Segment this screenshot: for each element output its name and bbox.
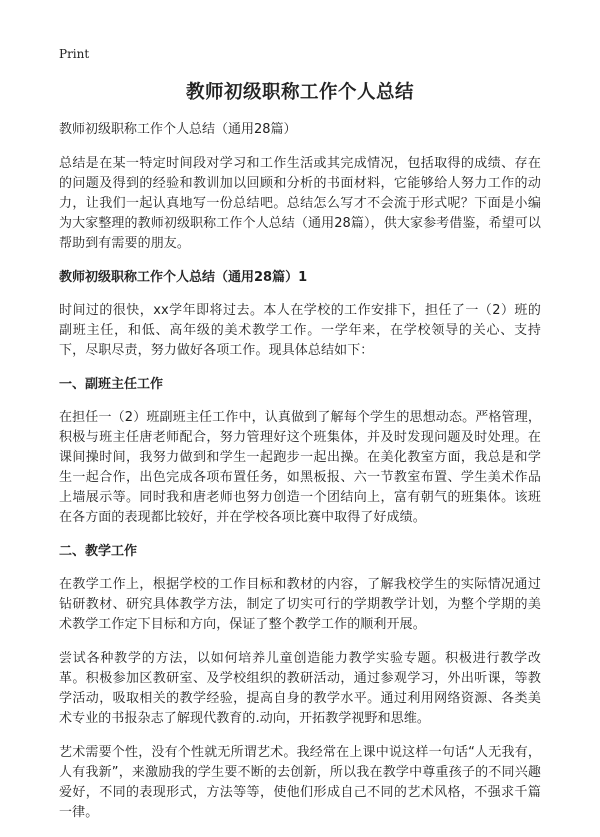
section-heading-teaching: 二、教学工作	[59, 544, 138, 559]
section-heading-head-teacher: 一、副班主任工作	[59, 377, 164, 392]
print-link[interactable]: Print	[59, 47, 90, 61]
intro-paragraph: 总结是在某一特定时间段对学习和工作生活或其完成情况，包括取得的成绩、存在的问题及得到的经验和教训加以回顾和分析的书面材料，它能够给人努力工作的动力，让我们一起认真地写一份总结吧。总结怎么写才不会流于形式呢？下面是小编为大家整理的教师初级职称工作个人总结（通用28篇），供大家参考借鉴，希望可以帮助到有需要的朋友。	[59, 156, 541, 251]
section-paragraph-art-individuality: 艺术需要个性，没有个性就无所谓艺术。我经常在上课中说这样一句话“人无我有，人有我新”，来激励我的学生要不断的去创新，所以我在教学中尊重孩子的不同兴趣爱好，不同的表现形式，方法等等，使他们形成自己不同的艺术风格，不强求千篇一律。	[59, 745, 541, 820]
section-paragraph-teaching-plan: 在教学工作上，根据学校的工作目标和教材的内容，了解我校学生的实际情况通过钻研教材、研究具体教学方法，制定了切实可行的学期教学计划，为整个学期的美术教学工作定下目标和方向，保证了整个教学工作的顺利开展。	[59, 577, 541, 632]
article-heading: 教师初级职称工作个人总结（通用28篇）1	[59, 270, 308, 285]
document-body	[59, 120, 541, 837]
section-paragraph-head-teacher: 在担任一（2）班副班主任工作中，认真做到了解每个学生的思想动态。严格管理，积极与班主任唐老师配合，努力管理好这个班集体，并及时发现问题及时处理。在课间操时间，我努力做到和学生一起跑步一起出操。在美化教室方面，我总是和学生一起合作，出色完成各项布置任务，如黑板报、六一节教室布置、学生美术作品上墙展示等。同时我和唐老师也努力创造一个团结向上，富有朝气的班集体。该班在各方面的表现都比较好，并在学校各项比赛中取得了好成绩。	[59, 410, 541, 525]
article-intro-paragraph: 时间过的很快，xx学年即将过去。本人在学校的工作安排下，担任了一（2）班的副班主任，和低、高年级的美术教学工作。一学年来，在学校领导的关心、支持下，尽职尽责，努力做好各项工作。现具体总结如下：	[59, 303, 541, 358]
document-subtitle: 教师初级职称工作个人总结（通用28篇）	[59, 122, 297, 137]
document-title: 教师初级职称工作个人总结	[185, 82, 414, 103]
section-paragraph-teaching-methods: 尝试各种教学的方法，以如何培养儿童创造能力教学实验专题。积极进行教学改革。积极参加区教研室、及学校组织的教研活动，通过参观学习，外出听课，等教学活动，吸取相关的教学经验，提高自身的教学水平。通过利用网络资源、各类美术专业的书报杂志了解现代教育的.动向，开拓教学视野和思维。	[59, 651, 541, 726]
